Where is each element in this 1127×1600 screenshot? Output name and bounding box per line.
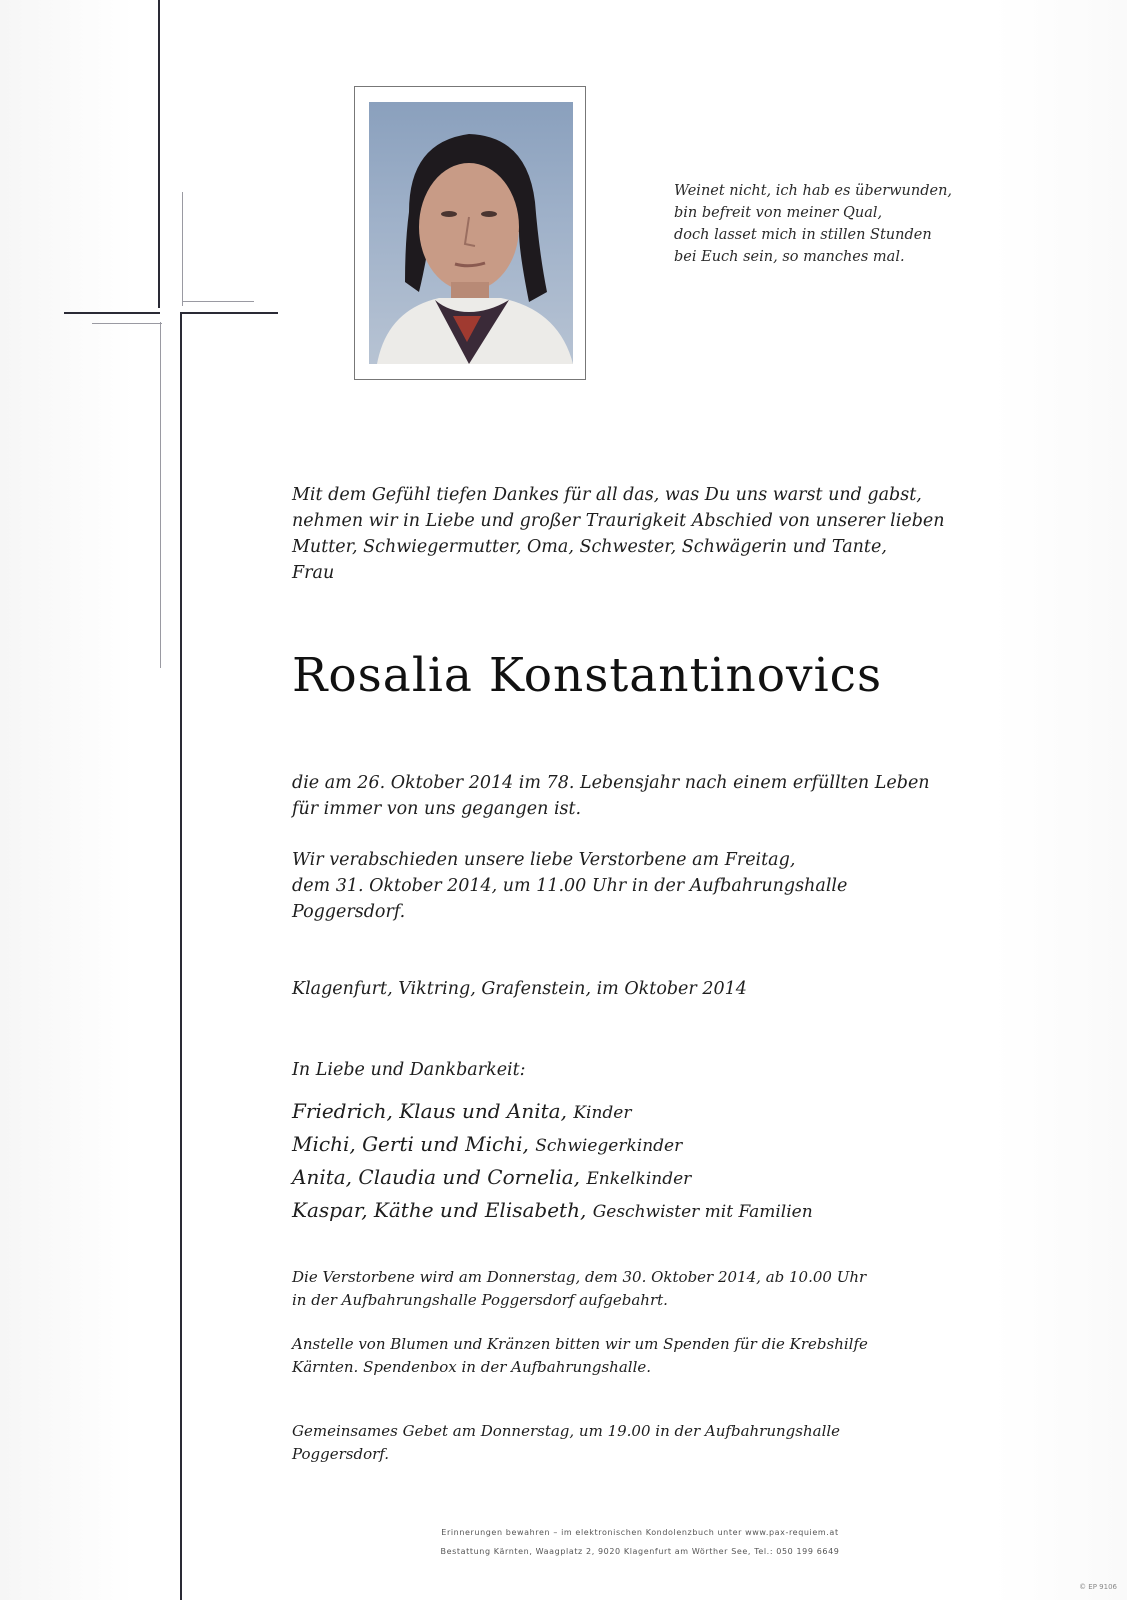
family-row <box>292 1096 813 1129</box>
portrait-frame <box>354 86 586 380</box>
portrait-illustration <box>369 102 573 364</box>
cross-vertical-dark-upper <box>158 0 160 308</box>
family-row <box>292 1129 813 1162</box>
viewing-line: in der Aufbahrungshalle Poggersdorf aufgebahrt. <box>292 1291 668 1309</box>
love-line: In Liebe und Dankbarkeit: <box>292 1060 526 1080</box>
family-relation: Kinder <box>573 1103 632 1123</box>
intro-line: nehmen wir in Liebe und großer Traurigkeit Abschied von unserer lieben <box>292 511 945 531</box>
cross-horizontal-dark-right <box>180 312 278 314</box>
farewell-info <box>292 847 847 925</box>
family-names: Michi, Gerti und Michi, <box>292 1132 529 1156</box>
intro-line: Mutter, Schwiegermutter, Oma, Schwester, Schwägerin und Tante, <box>292 537 887 557</box>
family-names: Friedrich, Klaus und Anita, <box>292 1099 567 1123</box>
family-relation: Schwiegerkinder <box>535 1136 683 1156</box>
intro-text <box>292 482 1012 586</box>
portrait-photo <box>369 102 573 364</box>
death-info <box>292 770 930 822</box>
family-relation: Enkelkinder <box>586 1169 692 1189</box>
family-names: Kaspar, Käthe und Elisabeth, <box>292 1198 587 1222</box>
footer-condolence: Erinnerungen bewahren – im elektronischen Kondolenzbuch unter www.pax-requiem.at <box>441 1528 839 1537</box>
family-list <box>292 1096 813 1228</box>
death-line: für immer von uns gegangen ist. <box>292 799 582 819</box>
poem-line: bin befreit von meiner Qual, <box>674 205 883 221</box>
prayer-line: Poggersdorf. <box>292 1445 390 1463</box>
family-names: Anita, Claudia und Cornelia, <box>292 1165 580 1189</box>
deceased-name: Rosalia Konstantinovics <box>292 648 883 703</box>
poem-line: bei Euch sein, so manches mal. <box>674 249 905 265</box>
poem-line: Weinet nicht, ich hab es überwunden, <box>674 183 953 199</box>
family-row <box>292 1162 813 1195</box>
donation-line: Anstelle von Blumen und Kränzen bitten wir um Spenden für die Krebshilfe <box>292 1335 868 1353</box>
cross-vertical-light-right <box>182 192 183 306</box>
intro-line: Frau <box>292 563 335 583</box>
print-code: © EP 9106 <box>1079 1583 1117 1591</box>
intro-line: Mit dem Gefühl tiefen Dankes für all das, was Du uns warst und gabst, <box>292 485 922 505</box>
poem <box>674 180 1054 268</box>
donation-line: Kärnten. Spendenbox in der Aufbahrungshalle. <box>292 1358 652 1376</box>
cross-horizontal-dark-left <box>64 312 160 314</box>
farewell-line: Wir verabschieden unsere liebe Verstorbene am Freitag, <box>292 850 796 870</box>
cross-vertical-dark-long <box>180 312 182 1600</box>
poem-line: doch lasset mich in stillen Stunden <box>674 227 932 243</box>
donation-info <box>292 1333 868 1379</box>
viewing-line: Die Verstorbene wird am Donnerstag, dem 30. Oktober 2014, ab 10.00 Uhr <box>292 1268 867 1286</box>
place-date: Klagenfurt, Viktring, Grafenstein, im Oktober 2014 <box>292 979 747 999</box>
prayer-info <box>292 1420 840 1466</box>
cross-horizontal-light-left <box>92 323 162 324</box>
prayer-line: Gemeinsames Gebet am Donnerstag, um 19.00 in der Aufbahrungshalle <box>292 1422 841 1440</box>
farewell-line: Poggersdorf. <box>292 902 406 922</box>
viewing-info <box>292 1266 866 1312</box>
cross-horizontal-light-right <box>182 301 254 302</box>
footer-address: Bestattung Kärnten, Waagplatz 2, 9020 Klagenfurt am Wörther See, Tel.: 050 199 6649 <box>440 1547 840 1556</box>
family-row <box>292 1195 813 1228</box>
cross-vertical-light <box>160 322 161 668</box>
death-line: die am 26. Oktober 2014 im 78. Lebensjahr nach einem erfüllten Leben <box>292 773 930 793</box>
farewell-line: dem 31. Oktober 2014, um 11.00 Uhr in der Aufbahrungshalle <box>292 876 848 896</box>
family-relation: Geschwister mit Familien <box>592 1202 813 1222</box>
